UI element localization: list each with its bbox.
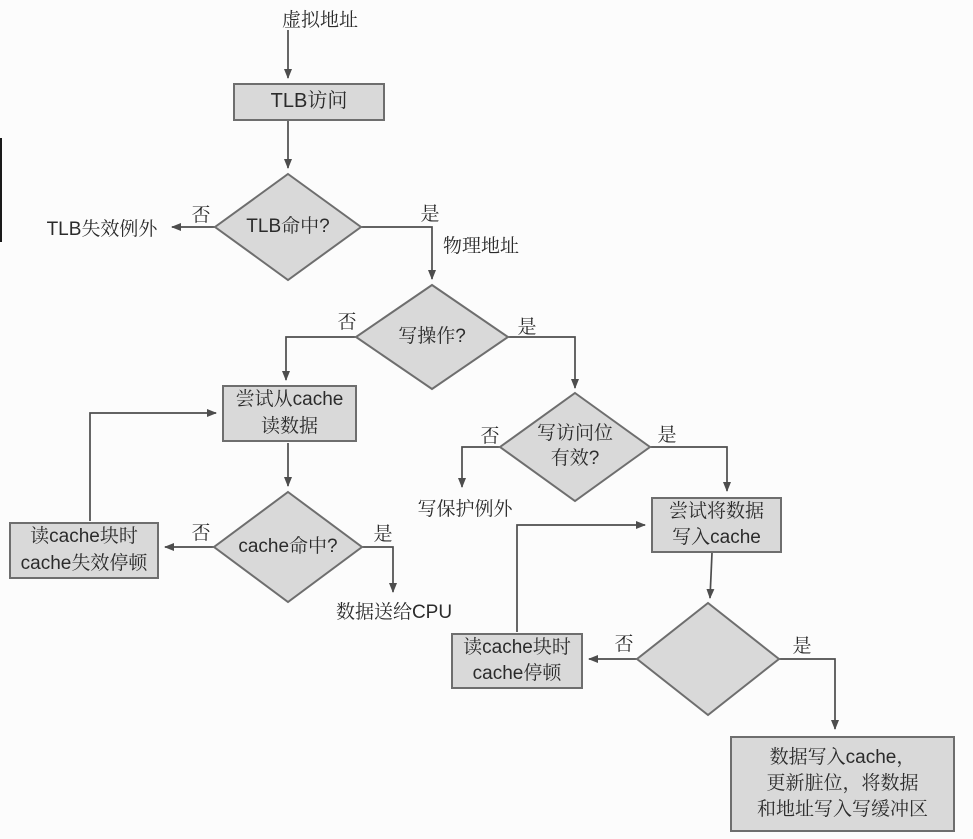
start-label: 虚拟地址 (281, 9, 358, 31)
write-stall-line2: cache停顿 (472, 663, 562, 684)
tlb-hit-diamond (215, 174, 361, 280)
write-stall-line1: 读cache块时 (463, 636, 571, 658)
cache-hit-read-diamond (214, 492, 362, 602)
write-access-valid-label: 写访问位 有效? (536, 423, 613, 469)
write-cache-line2: 写入cache (672, 527, 761, 548)
physical-address-label: 物理地址 (442, 235, 519, 257)
tlb-access-box (233, 83, 385, 121)
read-stall-line1: 读cache块时 (30, 526, 138, 548)
tlb-hit-label: TLB命中? (246, 215, 330, 237)
write-op-yes-label: 是 (517, 316, 537, 338)
read-cache-box (222, 385, 357, 442)
write-commit-box (730, 736, 955, 832)
write-stall-box (451, 633, 583, 689)
tlb-hit-yes-label: 是 (420, 203, 440, 225)
cache-hit-read-label: cache命中? (238, 535, 338, 557)
write-op-label: 写操作? (398, 325, 466, 347)
write-cache-box (651, 497, 782, 553)
write-commit-line1: 数据写入cache， (769, 746, 916, 768)
tlb-miss-exception-label: TLB失效例外 (46, 218, 158, 240)
cache-hit-read-no-label: 否 (191, 522, 211, 544)
cache-hit-write-diamond (637, 603, 779, 715)
write-cache-line1: 尝试将数据 (668, 500, 764, 522)
write-access-valid-no-label: 否 (480, 425, 500, 447)
cache-hit-write-yes-label: 是 (792, 635, 812, 657)
write-access-valid-yes-label: 是 (657, 424, 677, 446)
read-stall-box (9, 522, 159, 579)
write-protect-exception-label: 写保护例外 (417, 498, 513, 520)
write-op-no-label: 否 (337, 311, 357, 333)
cache-hit-read-yes-label: 是 (373, 523, 393, 545)
scan-edge-artifact (0, 138, 2, 242)
write-commit-line3: 和地址写入写缓冲区 (756, 799, 928, 821)
cache-hit-write-no-label: 否 (614, 633, 634, 655)
read-cache-line2: 读数据 (260, 415, 318, 437)
write-access-valid-diamond (500, 393, 650, 501)
read-cache-line1: 尝试从cache (235, 389, 344, 411)
write-commit-line2: 更新脏位，将数据 (766, 772, 919, 794)
tlb-access-label: TLB访问 (270, 90, 348, 113)
tlb-hit-no-label: 否 (191, 204, 211, 226)
read-stall-line2: cache失效停顿 (20, 552, 148, 574)
data-to-cpu-label: 数据送给CPU (335, 601, 453, 623)
write-op-diamond (356, 285, 508, 389)
